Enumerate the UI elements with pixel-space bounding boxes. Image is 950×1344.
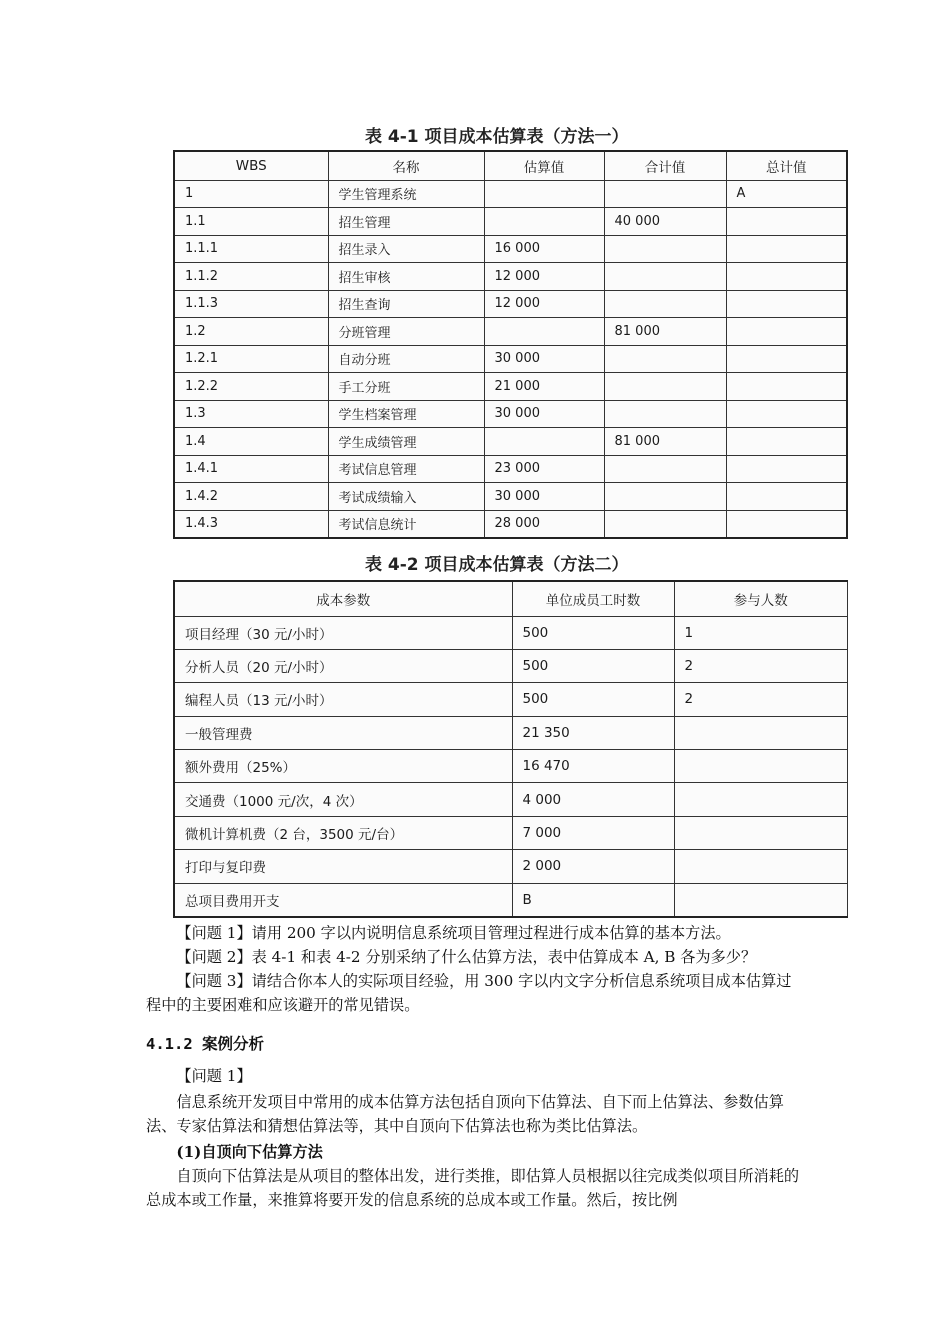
table1-cell: 招生审核 bbox=[328, 263, 484, 291]
table2-cell: 2 bbox=[674, 683, 848, 716]
table1-cell: 考试信息管理 bbox=[328, 455, 484, 483]
table1-cell bbox=[604, 180, 726, 208]
table1-cell bbox=[604, 263, 726, 291]
table-row bbox=[174, 783, 848, 816]
table1-column-header: 总计值 bbox=[726, 151, 847, 180]
table1-cell: 1.4.3 bbox=[174, 510, 328, 538]
table-row bbox=[174, 263, 847, 291]
table2-cell: 21 350 bbox=[512, 716, 674, 749]
table1-cell: 12 000 bbox=[484, 263, 604, 291]
table-row bbox=[174, 750, 848, 783]
table-row bbox=[174, 850, 848, 883]
answer-1-paragraph: 信息系统开发项目中常用的成本估算方法包括自顶向下估算法、自下而上估算法、参数估算法、专家估算法和猜想估算法等，其中自顶向下估算法也称为类比估算法。 bbox=[146, 1093, 784, 1135]
table-row bbox=[174, 180, 847, 208]
table1-cell: 招生查询 bbox=[328, 290, 484, 318]
table1-header-row bbox=[174, 151, 847, 180]
table2-cell: 500 bbox=[512, 616, 674, 649]
table-row bbox=[174, 235, 847, 263]
table1-cell: 23 000 bbox=[484, 455, 604, 483]
table1-cell: 28 000 bbox=[484, 510, 604, 538]
table1-cell bbox=[726, 208, 847, 236]
table1-cell: 1.4.2 bbox=[174, 483, 328, 511]
table1-cell bbox=[484, 318, 604, 346]
table1-cell bbox=[484, 180, 604, 208]
table1-cell bbox=[484, 428, 604, 456]
table1-cell: 招生管理 bbox=[328, 208, 484, 236]
table-row bbox=[174, 428, 847, 456]
table1-cell: 81 000 bbox=[604, 318, 726, 346]
table1-cell: 21 000 bbox=[484, 373, 604, 401]
table1-cell bbox=[604, 290, 726, 318]
table-row bbox=[174, 883, 848, 916]
table2-cell: 500 bbox=[512, 683, 674, 716]
table2-cell: 500 bbox=[512, 649, 674, 682]
table2-column-header: 参与人数 bbox=[674, 581, 848, 616]
table2-cell: B bbox=[512, 883, 674, 916]
table1-column-header: 估算值 bbox=[484, 151, 604, 180]
table1-cell: 学生管理系统 bbox=[328, 180, 484, 208]
table1-cell bbox=[484, 208, 604, 236]
table1-cell bbox=[726, 428, 847, 456]
question-2: 【问题 2】表 4-1 和表 4-2 分别采纳了什么估算方法，表中估算成本 A, B 各为多少？ bbox=[176, 948, 757, 966]
table1-column-header: 合计值 bbox=[604, 151, 726, 180]
table1-cell: 1.2 bbox=[174, 318, 328, 346]
table2-header-row bbox=[174, 581, 848, 616]
table1-cell: 30 000 bbox=[484, 483, 604, 511]
table1-cell: 40 000 bbox=[604, 208, 726, 236]
table1-cell: 1.1.3 bbox=[174, 290, 328, 318]
table2-cell bbox=[674, 883, 848, 916]
table-row bbox=[174, 816, 848, 849]
table1-cell bbox=[604, 510, 726, 538]
table2-cell: 16 470 bbox=[512, 750, 674, 783]
table2-cell bbox=[674, 716, 848, 749]
table2-cell: 交通费（1000 元/次，4 次） bbox=[174, 783, 512, 816]
table1-cell: 1.4.1 bbox=[174, 455, 328, 483]
table1-cell: 16 000 bbox=[484, 235, 604, 263]
table1-cell: 1.2.1 bbox=[174, 345, 328, 373]
table1-cell bbox=[726, 483, 847, 511]
table1-cell: 30 000 bbox=[484, 400, 604, 428]
table2-cell bbox=[674, 783, 848, 816]
table2-column-header: 单位成员工时数 bbox=[512, 581, 674, 616]
table1-cell: 1.3 bbox=[174, 400, 328, 428]
table1-cell: 1.2.2 bbox=[174, 373, 328, 401]
table-row bbox=[174, 290, 847, 318]
table-row bbox=[174, 373, 847, 401]
table2-cell: 2 000 bbox=[512, 850, 674, 883]
table2-cell bbox=[674, 816, 848, 849]
table2-cell: 打印与复印费 bbox=[174, 850, 512, 883]
table1-cell: A bbox=[726, 180, 847, 208]
table2-cell: 分析人员（20 元/小时） bbox=[174, 649, 512, 682]
table1-cell: 1 bbox=[174, 180, 328, 208]
table-row bbox=[174, 345, 847, 373]
table-row bbox=[174, 208, 847, 236]
table1-cell: 学生成绩管理 bbox=[328, 428, 484, 456]
cost-estimate-table-method-2 bbox=[173, 580, 848, 918]
table-row bbox=[174, 510, 847, 538]
table1-cell: 1.1.1 bbox=[174, 235, 328, 263]
section-heading: 4.1.2 案例分析 bbox=[146, 1035, 264, 1053]
table2-cell: 4 000 bbox=[512, 783, 674, 816]
table1-cell bbox=[726, 345, 847, 373]
table-row bbox=[174, 455, 847, 483]
method-1-subheading: (1)自顶向下估算方法 bbox=[176, 1143, 323, 1161]
table2-column-header: 成本参数 bbox=[174, 581, 512, 616]
table2-cell: 2 bbox=[674, 649, 848, 682]
table1-cell: 考试信息统计 bbox=[328, 510, 484, 538]
table-row bbox=[174, 716, 848, 749]
table2-cell bbox=[674, 850, 848, 883]
table1-cell: 30 000 bbox=[484, 345, 604, 373]
table1-cell bbox=[604, 345, 726, 373]
answer-1-label: 【问题 1】 bbox=[176, 1067, 252, 1085]
table-row bbox=[174, 400, 847, 428]
cost-estimate-table-method-1 bbox=[173, 150, 848, 539]
table2-cell: 总项目费用开支 bbox=[174, 883, 512, 916]
table1-cell bbox=[726, 510, 847, 538]
table1-cell: 1.1 bbox=[174, 208, 328, 236]
table1-caption: 表 4-1 项目成本估算表（方法一） bbox=[365, 127, 629, 147]
table-row bbox=[174, 318, 847, 346]
table1-cell bbox=[604, 483, 726, 511]
question-1: 【问题 1】请用 200 字以内说明信息系统项目管理过程进行成本估算的基本方法。 bbox=[176, 924, 731, 942]
table-row bbox=[174, 483, 847, 511]
table1-cell bbox=[604, 373, 726, 401]
table2-cell: 项目经理（30 元/小时） bbox=[174, 616, 512, 649]
table1-cell: 81 000 bbox=[604, 428, 726, 456]
table1-cell bbox=[726, 400, 847, 428]
table1-cell bbox=[604, 235, 726, 263]
table2-cell: 1 bbox=[674, 616, 848, 649]
table1-cell bbox=[726, 235, 847, 263]
table1-cell: 学生档案管理 bbox=[328, 400, 484, 428]
table2-cell: 编程人员（13 元/小时） bbox=[174, 683, 512, 716]
table1-column-header: 名称 bbox=[328, 151, 484, 180]
table-row bbox=[174, 649, 848, 682]
method-1-paragraph: 自顶向下估算法是从项目的整体出发，进行类推，即估算人员根据以往完成类似项目所消耗的总成本或工作量，来推算将要开发的信息系统的总成本或工作量。然后，按比例 bbox=[146, 1167, 800, 1209]
table-row bbox=[174, 616, 848, 649]
question-3: 【问题 3】请结合你本人的实际项目经验，用 300 字以内文字分析信息系统项目成本估算过程中的主要困难和应该避开的常见错误。 bbox=[146, 972, 792, 1014]
table1-cell: 12 000 bbox=[484, 290, 604, 318]
table2-cell: 微机计算机费（2 台，3500 元/台） bbox=[174, 816, 512, 849]
table1-cell: 1.4 bbox=[174, 428, 328, 456]
table1-cell: 自动分班 bbox=[328, 345, 484, 373]
table1-cell bbox=[726, 455, 847, 483]
table1-cell bbox=[726, 263, 847, 291]
table1-cell: 手工分班 bbox=[328, 373, 484, 401]
table2-cell: 7 000 bbox=[512, 816, 674, 849]
table1-cell bbox=[726, 290, 847, 318]
table2-cell: 一般管理费 bbox=[174, 716, 512, 749]
table1-cell bbox=[726, 318, 847, 346]
table1-cell bbox=[604, 455, 726, 483]
table1-cell: 招生录入 bbox=[328, 235, 484, 263]
table1-cell: 分班管理 bbox=[328, 318, 484, 346]
table1-column-header: WBS bbox=[174, 151, 328, 180]
table2-caption: 表 4-2 项目成本估算表（方法二） bbox=[365, 555, 629, 575]
table1-cell: 1.1.2 bbox=[174, 263, 328, 291]
table2-cell bbox=[674, 750, 848, 783]
table2-cell: 额外费用（25%） bbox=[174, 750, 512, 783]
table1-cell bbox=[726, 373, 847, 401]
table1-cell bbox=[604, 400, 726, 428]
table1-cell: 考试成绩输入 bbox=[328, 483, 484, 511]
table-row bbox=[174, 683, 848, 716]
